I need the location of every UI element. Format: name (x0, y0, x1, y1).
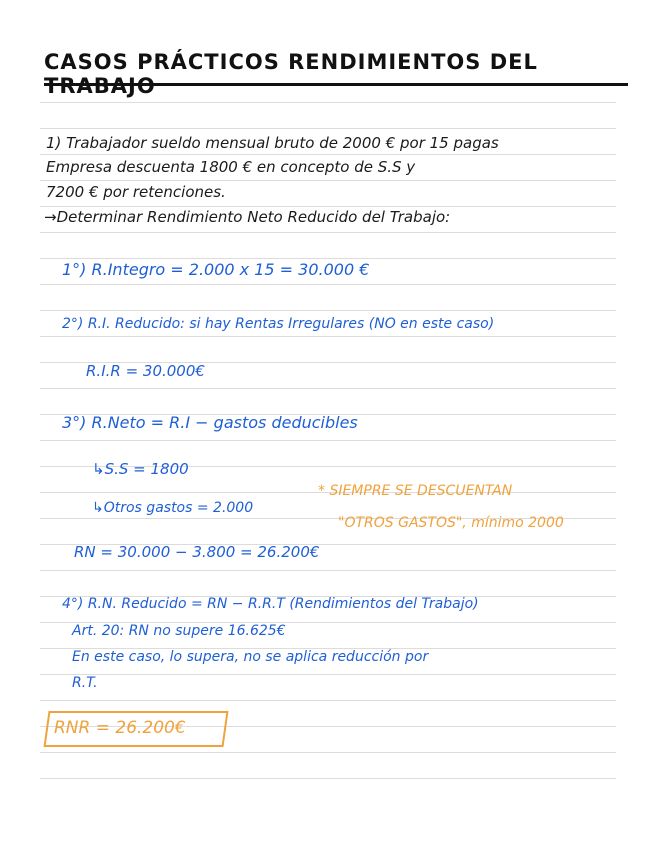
ruled-line (40, 778, 616, 779)
problem-line-4: →Determinar Rendimiento Neto Reducido del Trabajo: (44, 208, 451, 226)
note-always-deduct: * SIEMPRE SE DESCUENTAN (318, 483, 513, 499)
step-2-value: R.I.R = 30.000€ (86, 362, 205, 380)
problem-line-3: 7200 € por retenciones. (46, 183, 226, 201)
step-2-heading: 2°) R.I. Reducido: si hay Rentas Irregulares (NO en este caso) (62, 316, 495, 332)
ruled-line (40, 284, 616, 285)
page-title: CASOS PRÁCTICOS RENDIMIENTOS DEL TRABAJO (44, 50, 538, 98)
ruled-line (40, 674, 616, 675)
final-result: RNR = 26.200€ (54, 718, 186, 738)
note-other-expenses-min: "OTROS GASTOS", mínimo 2000 (338, 515, 564, 531)
step-3-other-expenses: ↳Otros gastos = 2.000 (92, 500, 254, 516)
ruled-line (40, 440, 616, 441)
problem-line-1: 1) Trabajador sueldo mensual bruto de 2000 € por 15 pagas (46, 134, 499, 152)
ruled-line (40, 128, 616, 129)
ruled-line (40, 310, 616, 311)
ruled-line (40, 232, 616, 233)
ruled-line (40, 700, 616, 701)
step-3-ss: ↳S.S = 1800 (92, 460, 189, 478)
title-underline (44, 83, 628, 86)
step-4-rt: R.T. (72, 675, 98, 691)
step-3-result: RN = 30.000 − 3.800 = 26.200€ (74, 543, 320, 561)
ruled-line (40, 752, 616, 753)
ruled-line (40, 258, 616, 259)
step-4-explanation: En este caso, lo supera, no se aplica reducción por (72, 649, 429, 665)
ruled-line (40, 206, 616, 207)
step-1-integro: 1°) R.Integro = 2.000 x 15 = 30.000 € (62, 260, 370, 279)
ruled-line (40, 336, 616, 337)
ruled-line (40, 180, 616, 181)
step-4-heading: 4°) R.N. Reducido = RN − R.R.T (Rendimientos del Trabajo) (62, 596, 479, 612)
ruled-line (40, 388, 616, 389)
step-4-article: Art. 20: RN no supere 16.625€ (72, 623, 286, 639)
step-3-heading: 3°) R.Neto = R.I − gastos deducibles (62, 413, 358, 432)
ruled-line (40, 570, 616, 571)
problem-line-2: Empresa descuenta 1800 € en concepto de S.S y (46, 158, 416, 176)
ruled-line (40, 102, 616, 103)
ruled-line (40, 154, 616, 155)
